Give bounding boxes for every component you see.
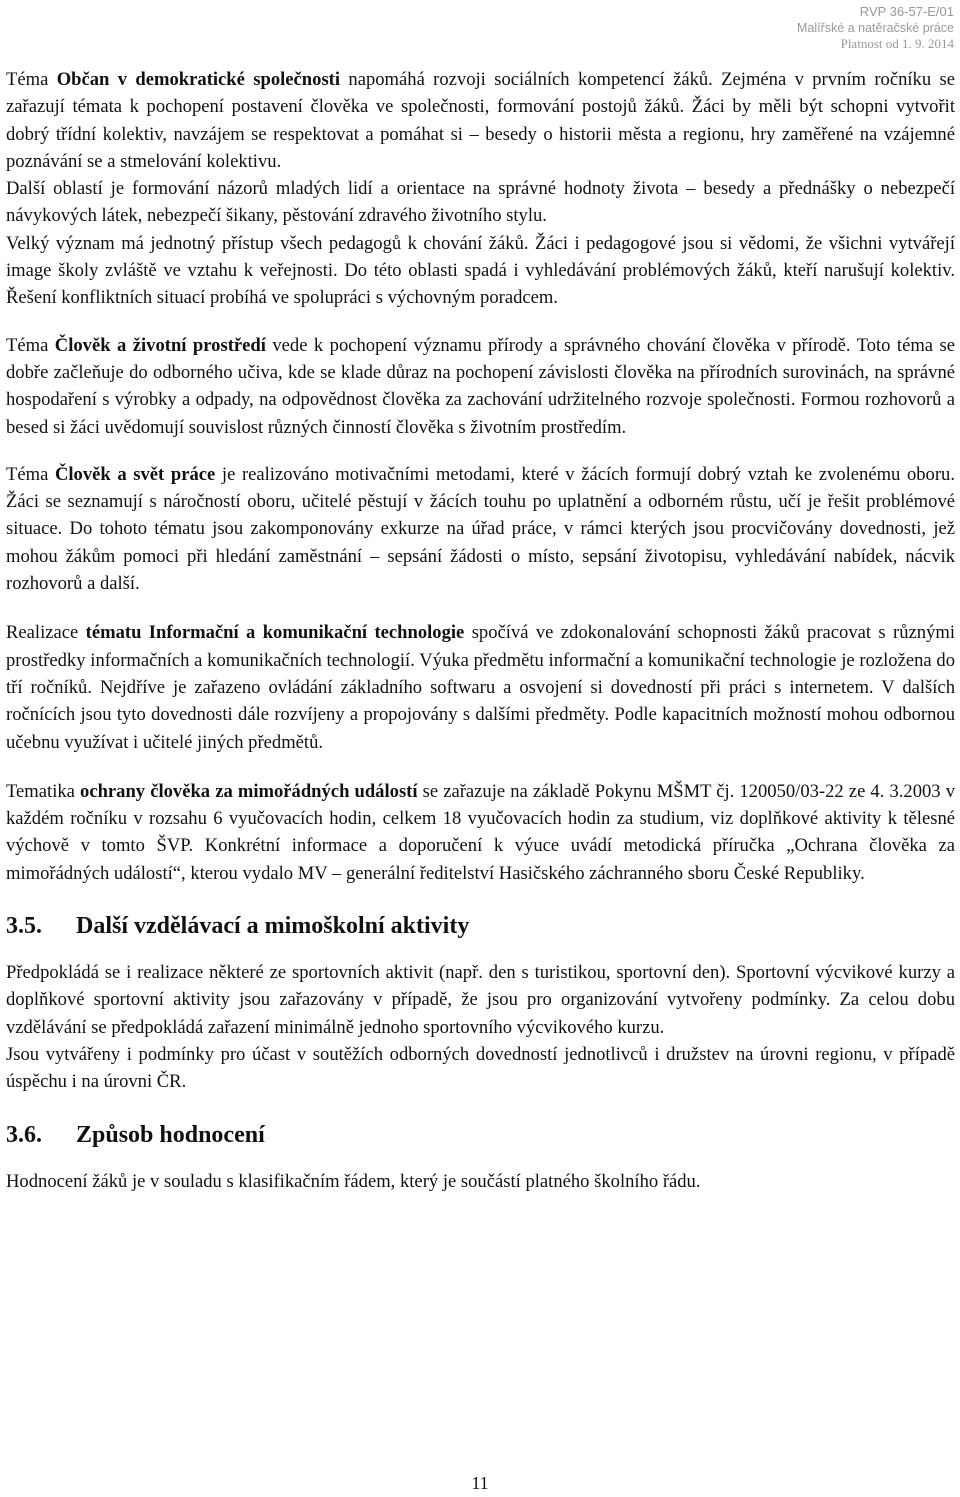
paragraph-environment: Téma Člověk a životní prostředí vede k pochopení významu přírody a správného chování člověka v přírodě. Toto téma se dobře začleňuje do odborného učiva, kde se klade důraz na pochopení závislosti člověka na přírodních surovinách, na správné hospodaření s výrobky a odpady, na odpovědnost člověka za zachování udržitelného rozvoje společnosti. Formou rozhovorů a besed si žáci uvědomují souvislost různých činností člověka s životním prostředím. bbox=[6, 334, 955, 438]
section-heading-3-5 bbox=[6, 911, 955, 941]
paragraph-ict: Realizace tématu Informační a komunikační technologie spočívá ve zdokonalování schopnosti žáků pracovat s různými prostředky informačních a komunikačních technologií. Výuka předmětu informační a komunikační technologie je rozložena do tří ročníků. Nejdříve je zařazeno ovládání základního softwaru a osvojení si dovedností při práci s internetem. V dalších ročnících jsou tyto dovednosti dále rozvíjeny a propojovány s dalšími předměty. Podle kapacitních možností mohou odbornou učebnu využívat i učitelé jiných předmětů. bbox=[6, 622, 955, 753]
header-program: Malířské a natěračské práce bbox=[796, 21, 954, 35]
paragraph-sports: Předpokládá se i realizace některé ze sportovních aktivit (např. den s turistikou, sportovní den). Sportovní výcvikové kurzy a doplňkové sportovní aktivity jsou zařazovány v případě, že jsou pro organizování vytvořeny podmínky. Za celou dobu vzdělávání se předpokládá zařazení minimálně jednoho sportovního výcvikového kurzu. bbox=[6, 962, 955, 1038]
paragraph-approach: Velký význam má jednotný přístup všech pedagogů k chování žáků. Žáci i pedagogové jsou si vědomi, že všichni vytvářejí image školy zvláště ve vztahu k veřejnosti. Do této oblasti spadá i vyhledávání problémových žáků, kteří narušují kolektiv. Řešení konfliktních situací probíhá ve spolupráci s výchovným poradcem. bbox=[6, 232, 955, 309]
paragraph-values: Další oblastí je formování názorů mladých lidí a orientace na správné hodnoty života – besedy a přednášky o nebezpečí návykových látek, nebezpečí šikany, pěstování zdravého životního stylu. bbox=[6, 178, 955, 227]
paragraph-citizen: Téma Občan v demokratické společnosti napomáhá rozvoji sociálních kompetencí žáků. Zejména v prvním ročníku se zařazují témata k pochopení postavení člověka ve společnosti, formování postojů žáků. Žáci by měli být schopni vytvořit dobrý třídní kolektiv, navzájem se respektovat a pomáhat si – besedy o historii města a regionu, hry zaměřené na vzájemné poznávání se a stmelování kolektivu. bbox=[6, 69, 955, 172]
section-number: 3.6. bbox=[6, 1121, 42, 1148]
topic-work: Člověk a svět práce bbox=[54, 463, 216, 485]
page-header bbox=[797, 4, 954, 52]
section-number: 3.5. bbox=[6, 913, 42, 940]
paragraph-protection: Tematika ochrany člověka za mimořádných událostí se zařazuje na základě Pokynu MŠMT čj. 120050/03-22 ze 4. 3.2003 v každém ročníku v rozsahu 6 vyučovacích hodin, celkem 18 vyučovacích hodin za studium, viz doplňkové aktivity k tělesné výchově v tomto ŠVP. Konkrétní informace a doporučení k výuce uvádí metodická příručka „Ochrana člověka za mimořádných událostí“, kterou vydalo MV – generální ředitelství Hasičského záchranného sboru České Republiky. bbox=[6, 780, 955, 884]
section-title: Další vzdělávací a mimoškolní aktivity bbox=[76, 913, 470, 940]
topic-ict: tématu Informační a komunikační technologie bbox=[85, 622, 465, 644]
section-heading-3-6 bbox=[6, 1120, 955, 1150]
header-code: RVP 36-57-E/01 bbox=[859, 4, 954, 19]
document-body bbox=[6, 66, 955, 1195]
topic-environment: Člověk a životní prostředí bbox=[54, 334, 266, 356]
section-title: Způsob hodnocení bbox=[76, 1121, 265, 1148]
topic-protection: ochrany člověka za mimořádných událostí bbox=[80, 780, 418, 802]
paragraph-competitions: Jsou vytvářeny i podmínky pro účast v soutěžích odborných dovedností jednotlivců i družstev na úrovni regionu, v případě úspěchu i na úrovni ČR. bbox=[6, 1043, 955, 1093]
page-number: 11 bbox=[471, 1473, 489, 1493]
paragraph-work: Téma Člověk a svět práce je realizováno motivačními metodami, které v žácích formují dobrý vztah ke zvolenému oboru. Žáci se seznamují s náročností oboru, učitelé pěstují v žácích touhu po uplatnění a odborném růstu, učí je řešit problémové situace. Do tohoto tématu jsou zakomponovány exkurze na úřad práce, v rámci kterých jsou procvičovány dovednosti, jež mohou žákům pomoci při hledání zaměstnání – sepsání žádosti o místo, sepsání životopisu, vyhledávání nabídek, nácvik rozhovorů a další. bbox=[6, 463, 955, 595]
header-validity: Platnost od 1. 9. 2014 bbox=[840, 36, 954, 51]
topic-citizen: Občan v demokratické společnosti bbox=[56, 69, 341, 90]
paragraph-assessment: Hodnocení žáků je v souladu s klasifikačním řádem, který je součástí platného školního řádu. bbox=[6, 1170, 701, 1192]
